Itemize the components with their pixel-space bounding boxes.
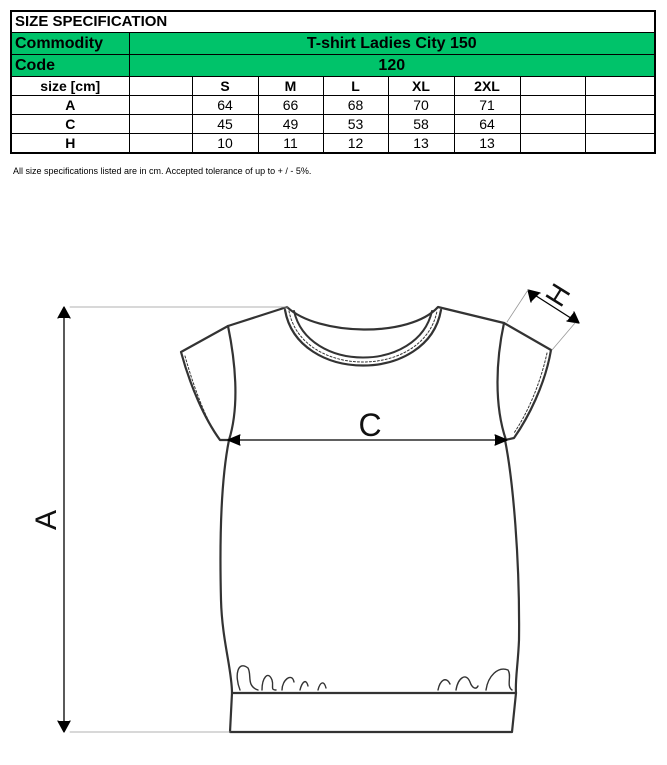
measure-value: 71 xyxy=(454,96,520,115)
size-header-cell: L xyxy=(323,77,388,96)
measure-label: C xyxy=(11,115,129,134)
code-label: Code xyxy=(11,55,129,77)
commodity-label: Commodity xyxy=(11,33,129,55)
size-unit-label: size [cm] xyxy=(11,77,129,96)
size-header-cell: XL xyxy=(388,77,454,96)
measure-value: 10 xyxy=(192,134,258,154)
measure-value: 64 xyxy=(454,115,520,134)
measure-label: H xyxy=(11,134,129,154)
measure-value: 12 xyxy=(323,134,388,154)
measurement-a xyxy=(58,307,288,732)
measure-value: 13 xyxy=(454,134,520,154)
label-a: A xyxy=(30,509,63,531)
measure-label: A xyxy=(11,96,129,115)
measure-value: 45 xyxy=(192,115,258,134)
measure-value: 11 xyxy=(258,134,323,154)
code-value: 120 xyxy=(129,55,655,77)
measure-value: 64 xyxy=(192,96,258,115)
tolerance-note: All size specifications listed are in cm. Accepted tolerance of up to + / - 5%. xyxy=(13,166,312,176)
size-header-cell: M xyxy=(258,77,323,96)
size-header-cell: S xyxy=(192,77,258,96)
measure-value: 68 xyxy=(323,96,388,115)
measure-value: 13 xyxy=(388,134,454,154)
commodity-value: T-shirt Ladies City 150 xyxy=(129,33,655,55)
tshirt-outline xyxy=(181,307,551,732)
measure-value: 66 xyxy=(258,96,323,115)
measure-value: 58 xyxy=(388,115,454,134)
label-c: C xyxy=(358,407,382,443)
table-title: SIZE SPECIFICATION xyxy=(11,11,655,33)
hem-gathers xyxy=(237,666,512,690)
size-header-cell: 2XL xyxy=(454,77,520,96)
measure-value: 49 xyxy=(258,115,323,134)
label-h: H xyxy=(539,278,577,312)
neckline xyxy=(285,310,441,366)
measure-value: 70 xyxy=(388,96,454,115)
measure-value: 53 xyxy=(323,115,388,134)
